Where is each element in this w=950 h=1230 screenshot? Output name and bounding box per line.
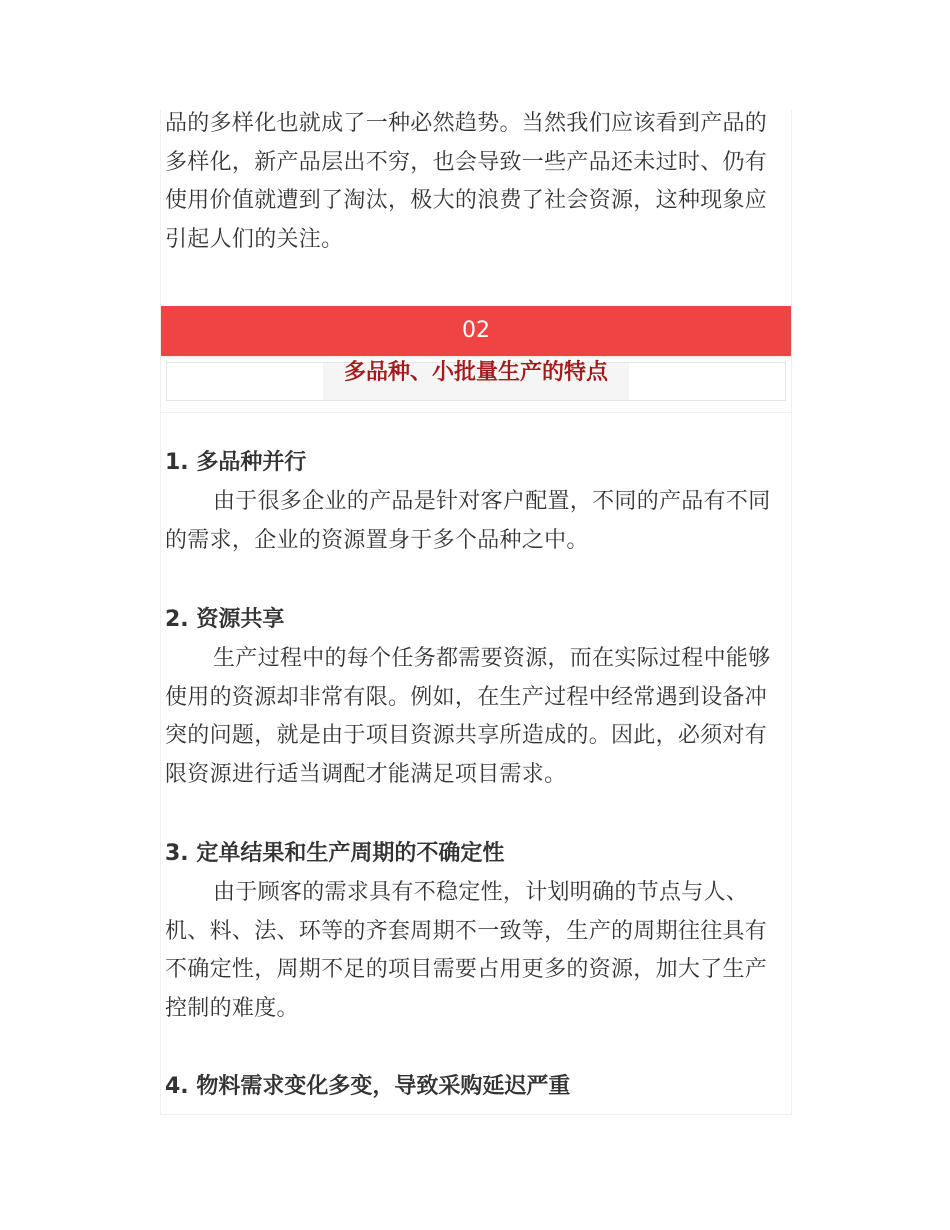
item-heading-3: 3. 定单结果和生产周期的不确定性 — [165, 841, 505, 866]
item-heading-2: 2. 资源共享 — [165, 607, 285, 632]
item-heading-1: 1. 多品种并行 — [165, 450, 307, 475]
item-body-1: 由于很多企业的产品是针对客户配置，不同的产品有不同的需求，企业的资源置身于多个品种之中。 — [165, 489, 771, 553]
section-title-box — [166, 362, 786, 401]
item-body-2: 生产过程中的每个任务都需要资源，而在实际过程中能够使用的资源却非常有限。例如，在生产过程中经常遇到设备冲突的问题，就是由于项目资源共享所造成的。因此，必须对有限资源进行适当调配才能满足项目需求。 — [165, 646, 771, 787]
section-title: 多品种、小批量生产的特点 — [343, 360, 608, 385]
intro-paragraph: 品的多样化也就成了一种必然趋势。当然我们应该看到产品的多样化，新产品层出不穷，也会导致一些产品还未过时、仍有使用价值就遭到了淘汰，极大的浪费了社会资源，这种现象应引起人们的关注。 — [165, 111, 768, 252]
item-heading-4: 4. 物料需求变化多变，导致采购延迟严重 — [165, 1074, 571, 1099]
section-number-banner: 02 — [161, 306, 791, 356]
item-body-3: 由于顾客的需求具有不稳定性，计划明确的节点与人、机、料、法、环等的齐套周期不一致等，生产的周期往往具有不确定性，周期不足的项目需要占用更多的资源，加大了生产控制的难度。 — [165, 880, 768, 1021]
section-divider — [161, 412, 791, 413]
article-page — [160, 110, 792, 1115]
